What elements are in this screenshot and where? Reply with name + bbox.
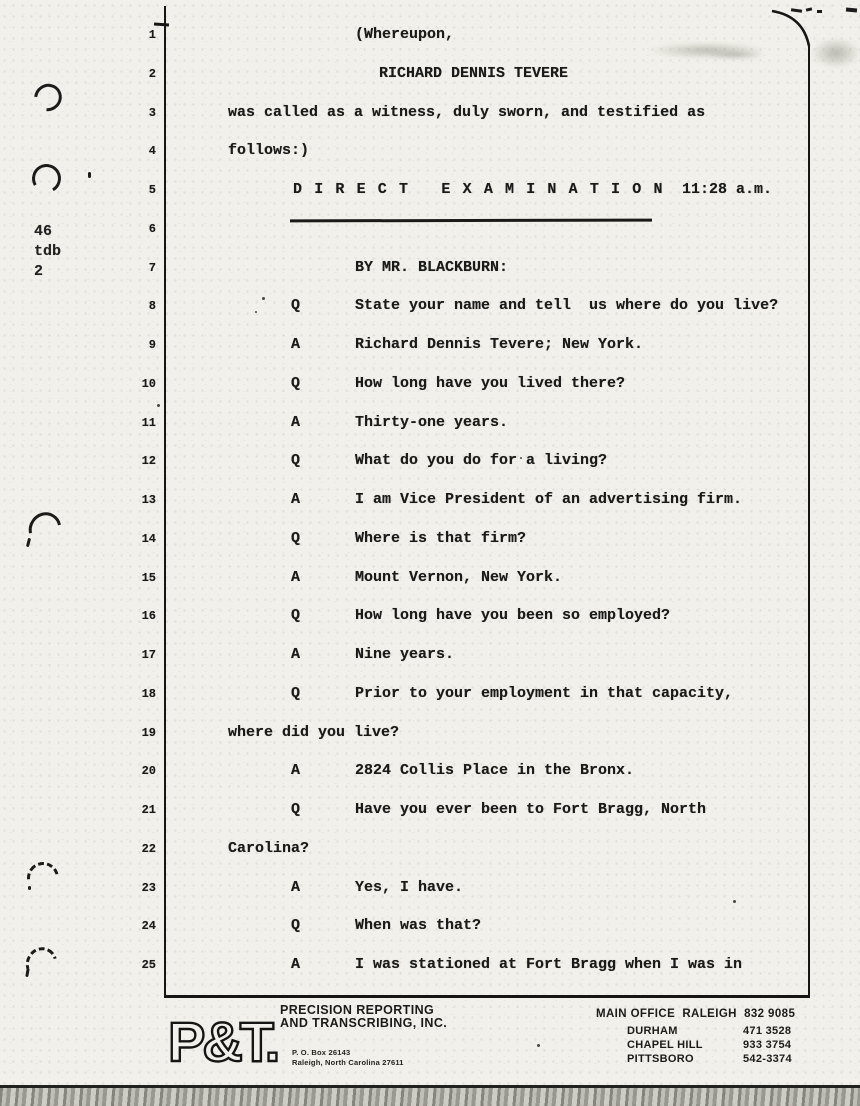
transcript-line (0, 919, 860, 941)
line-number: 7 (148, 260, 156, 275)
qa-marker: A (291, 878, 301, 896)
office-phone: 933 3754 (743, 1039, 792, 1051)
line-text: Thirty-one years. (355, 413, 509, 431)
line-number: 4 (148, 144, 156, 159)
line-number: 22 (141, 841, 156, 856)
transcript-line (0, 648, 860, 670)
line-number: 2 (148, 66, 156, 81)
transcript-line (0, 28, 860, 50)
line-text: Have you ever been to Fort Bragg, North (355, 801, 707, 818)
line-text: follows:) (228, 142, 310, 160)
qa-marker: A (291, 956, 301, 973)
office-name: CHAPEL HILL (627, 1039, 703, 1051)
line-number: 5 (148, 183, 156, 197)
pencil-smudge (706, 50, 766, 60)
line-text: Mount Vernon, New York. (355, 568, 563, 586)
line-text: Richard Dennis Tevere; New York. (355, 336, 644, 353)
qa-marker: Q (291, 297, 301, 315)
line-number: 23 (141, 880, 156, 895)
margin-note-line: 2 (34, 263, 44, 280)
transcript-line (0, 609, 860, 631)
line-text: State your name and tell us where do you live? (355, 297, 779, 315)
line-text: How long have you been so employed? (355, 607, 671, 625)
office-name: PITTSBORO (627, 1053, 694, 1065)
line-text: I am Vice President of an advertising firm. (355, 491, 743, 508)
office-contact-row (627, 1053, 827, 1066)
transcript-line (0, 684, 860, 709)
transcript-line (0, 958, 860, 980)
firm-address-line1: P. O. Box 26143 (292, 1048, 351, 1057)
transcript-line (0, 803, 860, 825)
qa-marker: Q (291, 801, 301, 818)
qa-marker: Q (291, 529, 301, 547)
line-text: Nine years. (355, 646, 455, 663)
line-number: 15 (141, 570, 156, 585)
transcript-line (0, 374, 860, 399)
line-text: Carolina? (228, 839, 310, 857)
line-number: 25 (141, 958, 156, 972)
firm-name-line1: PRECISION REPORTING (280, 1003, 435, 1017)
qa-marker: Q (291, 684, 301, 702)
line-number: 24 (141, 919, 156, 934)
qa-marker: A (291, 568, 301, 586)
line-number: 21 (141, 803, 156, 817)
firm-name-line2: AND TRANSCRIBING, INC. (280, 1016, 448, 1030)
transcript-line (0, 183, 860, 205)
line-number: 20 (141, 764, 156, 779)
line-text: Where is that firm? (355, 529, 527, 547)
line-number: 8 (148, 299, 156, 314)
transcript-line (0, 764, 860, 786)
line-text: RICHARD DENNIS TEVERE (379, 64, 569, 82)
line-number: 6 (148, 221, 156, 236)
line-text: was called as a witness, duly sworn, and testified as (228, 103, 706, 121)
transcript-line (0, 529, 860, 554)
line-number: 12 (141, 454, 156, 469)
ink-speck (88, 172, 91, 178)
qa-marker: A (291, 413, 301, 431)
qa-marker: Q (291, 917, 301, 935)
line-number: 19 (141, 725, 156, 740)
transcript-line (0, 413, 860, 438)
qa-marker: Q (291, 452, 301, 470)
line-text: BY MR. BLACKBURN: (355, 258, 509, 276)
page-border-bottom (164, 995, 810, 998)
qa-marker: A (291, 491, 301, 508)
office-contact-row (627, 1039, 827, 1052)
transcript-line (0, 493, 860, 515)
ink-speck (157, 404, 160, 407)
qa-marker: A (291, 646, 301, 663)
line-number: 11 (141, 415, 156, 430)
office-phone: 542-3374 (743, 1053, 792, 1065)
transcript-line (0, 258, 860, 283)
office-name: DURHAM (627, 1025, 678, 1037)
line-number: 1 (148, 28, 156, 42)
line-number: 18 (141, 686, 156, 701)
corner-scribble-mark (846, 8, 857, 13)
line-number: 13 (141, 493, 156, 507)
transcript-line (0, 299, 860, 321)
line-text: 2824 Collis Place in the Bronx. (355, 762, 635, 780)
transcript-line (0, 839, 860, 864)
ink-speck (537, 1044, 540, 1047)
margin-note-line: tdb (34, 243, 62, 260)
qa-marker: A (291, 762, 301, 780)
company-logo (167, 1001, 289, 1077)
transcript-line (0, 568, 860, 593)
line-text: How long have you lived there? (355, 374, 626, 392)
line-text: where did you live? (228, 723, 400, 741)
firm-address-line2: Raleigh, North Carolina 27611 (292, 1058, 404, 1067)
qa-marker: Q (291, 607, 301, 625)
main-office-contact: MAIN OFFICE RALEIGH 832 9085 (596, 1008, 796, 1020)
qa-marker: A (291, 336, 301, 353)
transcript-line (0, 144, 860, 166)
corner-scribble-mark (817, 10, 822, 13)
firm-name (280, 1004, 447, 1030)
line-number: 17 (141, 648, 156, 662)
office-phone: 471 3528 (743, 1025, 792, 1037)
scan-edge-strip (0, 1085, 860, 1106)
line-number: 9 (148, 338, 156, 352)
office-contact-row (627, 1025, 827, 1038)
line-text: (Whereupon, (355, 26, 455, 43)
timestamp: 11:28 a.m. (682, 181, 773, 198)
section-heading: D I R E C T E X A M I N A T I O N (293, 181, 665, 198)
transcript-line (0, 222, 860, 244)
transcript-line (0, 64, 860, 89)
qa-marker: Q (291, 374, 301, 392)
logo-text: P&T. (168, 1010, 278, 1073)
line-text: I was stationed at Fort Bragg when I was in (355, 956, 743, 973)
margin-note-line: 46 (34, 223, 53, 240)
line-number: 14 (141, 531, 156, 546)
firm-address (292, 1048, 404, 1068)
line-text: What do you do for a living? (355, 452, 608, 470)
transcript-line (0, 103, 860, 128)
line-number: 3 (148, 105, 156, 120)
transcript-line (0, 878, 860, 903)
line-text: When was that? (355, 917, 482, 935)
transcript-line (0, 723, 860, 748)
line-text: Yes, I have. (355, 878, 464, 896)
line-text: Prior to your employment in that capacity, (355, 684, 734, 702)
transcript-line (0, 338, 860, 360)
transcript-line (0, 454, 860, 476)
line-number: 10 (141, 376, 156, 391)
line-number: 16 (141, 609, 156, 624)
border-tick-mark (154, 22, 169, 26)
